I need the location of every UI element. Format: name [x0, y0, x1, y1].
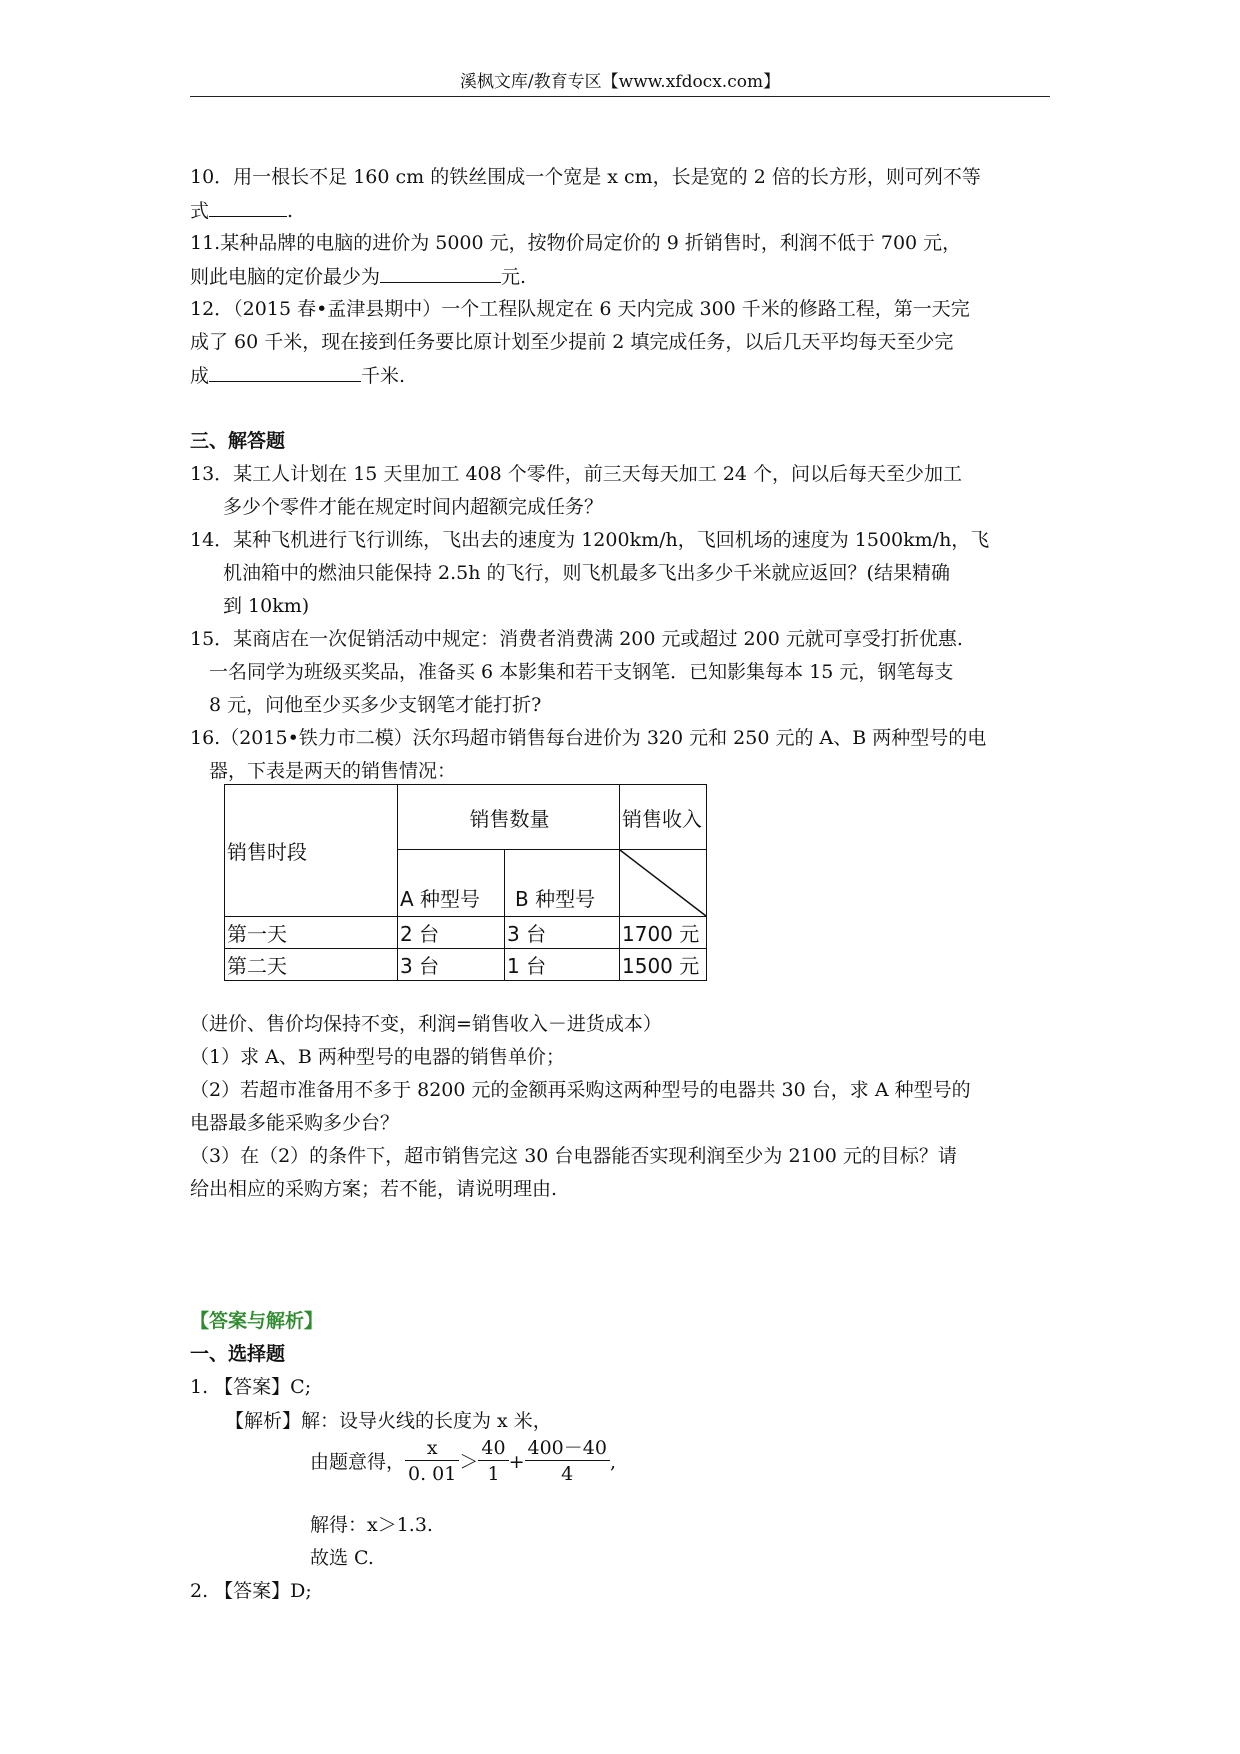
q11-line2-post: 元. — [501, 266, 527, 288]
q16-part3-line1: （3）在（2）的条件下，超市销售完这 30 台电器能否实现利润至少为 2100 元的目标？请 — [190, 1145, 957, 1167]
q11-line2 — [190, 263, 526, 290]
q12-line3 — [190, 362, 405, 389]
page-header: 溪枫文库/教育专区【www.xfdocx.com】 — [459, 72, 781, 92]
q10-line1: 10．用一根长不足 160 cm 的铁丝围成一个宽是 x cm，长是宽的 2 倍的长方形，则可列不等 — [190, 166, 981, 188]
fraction-x-over-001 — [405, 1436, 459, 1487]
fraction-360-over-4 — [525, 1436, 610, 1487]
table-header-a: A 种型号 — [398, 850, 505, 917]
q12-line2: 成了 60 千米，现在接到任务要比原计划至少提前 2 填完成任务，以后几天平均每天至少完 — [190, 331, 954, 353]
table-diagonal-cell — [620, 850, 707, 917]
frac3-denominator: 4 — [561, 1463, 574, 1485]
q15-line3: 8 元，问他至少买多少支钢笔才能打折? — [209, 694, 542, 716]
answer1-label: 1. 【答案】C; — [190, 1376, 312, 1398]
q16-note: （进价、售价均保持不变，利润=销售收入－进货成本） — [190, 1013, 662, 1035]
greater-than: ＞ — [459, 1450, 479, 1473]
q13-line2: 多少个零件才能在规定时间内超额完成任务？ — [223, 496, 604, 518]
row2-period: 第二天 — [225, 949, 398, 981]
q16-part3-line2: 给出相应的采购方案；若不能，请说明理由. — [190, 1178, 558, 1200]
q12-line3-pre: 成 — [190, 365, 210, 387]
table-header-period: 销售时段 — [225, 785, 398, 917]
table-header-revenue: 销售收入 — [620, 785, 707, 850]
plus-sign: + — [508, 1450, 525, 1473]
q14-line2: 机油箱中的燃油只能保持 2.5h 的飞行，则飞机最多飞出多少千米就应返回？(结果精确 — [223, 562, 950, 584]
q10-line2 — [190, 197, 293, 224]
q11-answer-blank — [380, 263, 501, 283]
q15-line1: 15．某商店在一次促销活动中规定：消费者消费满 200 元或超过 200 元就可享受打折优惠. — [190, 628, 963, 650]
row2-revenue: 1500 元 — [620, 949, 707, 981]
q10-answer-blank — [209, 197, 287, 217]
answer1-solve: 解得：x＞1.3. — [310, 1514, 433, 1536]
q10-line2-pre: 式 — [190, 200, 210, 222]
row2-a: 3 台 — [398, 949, 505, 981]
frac1-denominator: 0. 01 — [408, 1463, 457, 1485]
equation-prefix: 由题意得， — [310, 1450, 406, 1473]
q16-line1: 16.（2015•铁力市二模）沃尔玛超市销售每台进价为 320 元和 250 元的 A、B 两种型号的电 — [190, 727, 987, 749]
answers-title: 【答案与解析】 — [190, 1310, 324, 1332]
q16-part2-line2: 电器最多能采购多少台？ — [190, 1112, 400, 1134]
frac2-denominator: 1 — [487, 1463, 500, 1485]
header-rule — [190, 96, 1050, 97]
answer1-analysis: 【解析】解：设导火线的长度为 x 米， — [225, 1410, 552, 1432]
table-row — [225, 949, 707, 981]
answer1-equation — [310, 1436, 616, 1487]
row1-a: 2 台 — [398, 917, 505, 949]
q15-line2: 一名同学为班级买奖品，准备买 6 本影集和若干支钢笔．已知影集每本 15 元，钢笔每支 — [209, 661, 954, 683]
q12-line1: 12．（2015 春•孟津县期中）一个工程队规定在 6 天内完成 300 千米的修路工程，第一天完 — [190, 298, 970, 320]
row1-b: 3 台 — [505, 917, 620, 949]
q16-part2-line1: （2）若超市准备用不多于 8200 元的金额再采购这两种型号的电器共 30 台，求 A 种型号的 — [190, 1079, 971, 1101]
frac2-numerator: 40 — [478, 1436, 508, 1461]
section3-title: 三、解答题 — [190, 430, 286, 452]
row2-b: 1 台 — [505, 949, 620, 981]
answer1-choose: 故选 C. — [310, 1547, 374, 1569]
table-header-quantity: 销售数量 — [398, 785, 620, 850]
q13-line1: 13．某工人计划在 15 天里加工 408 个零件，前三天每天加工 24 个，问以后每天至少加工 — [190, 463, 963, 485]
q10-line2-post: . — [287, 200, 294, 222]
q14-line1: 14．某种飞机进行飞行训练，飞出去的速度为 1200km/h，飞回机场的速度为 1500km/h，飞 — [190, 529, 990, 551]
q12-answer-blank — [209, 362, 361, 382]
answer2-label: 2. 【答案】D; — [190, 1580, 312, 1602]
q12-line3-post: 千米. — [361, 365, 406, 387]
q16-part1: （1）求 A、B 两种型号的电器的销售单价； — [190, 1046, 565, 1068]
q11-line1: 11.某种品牌的电脑的进价为 5000 元，按物价局定价的 9 折销售时，利润不低于 700 元， — [190, 232, 962, 254]
equation-comma: , — [609, 1450, 616, 1473]
q11-line2-pre: 则此电脑的定价最少为 — [190, 266, 381, 288]
frac3-numerator: 400－40 — [525, 1436, 610, 1461]
frac1-numerator: x — [405, 1436, 459, 1461]
q16-line2: 器，下表是两天的销售情况： — [209, 760, 457, 782]
table-header-b: B 种型号 — [505, 850, 620, 917]
row1-period: 第一天 — [225, 917, 398, 949]
diagonal-line — [620, 850, 706, 916]
sales-table — [224, 784, 707, 981]
q14-line3: 到 10km) — [223, 595, 310, 617]
answers-section1: 一、选择题 — [190, 1343, 286, 1365]
row1-revenue: 1700 元 — [620, 917, 707, 949]
table-row — [225, 917, 707, 949]
fraction-40-over-1 — [478, 1436, 508, 1487]
